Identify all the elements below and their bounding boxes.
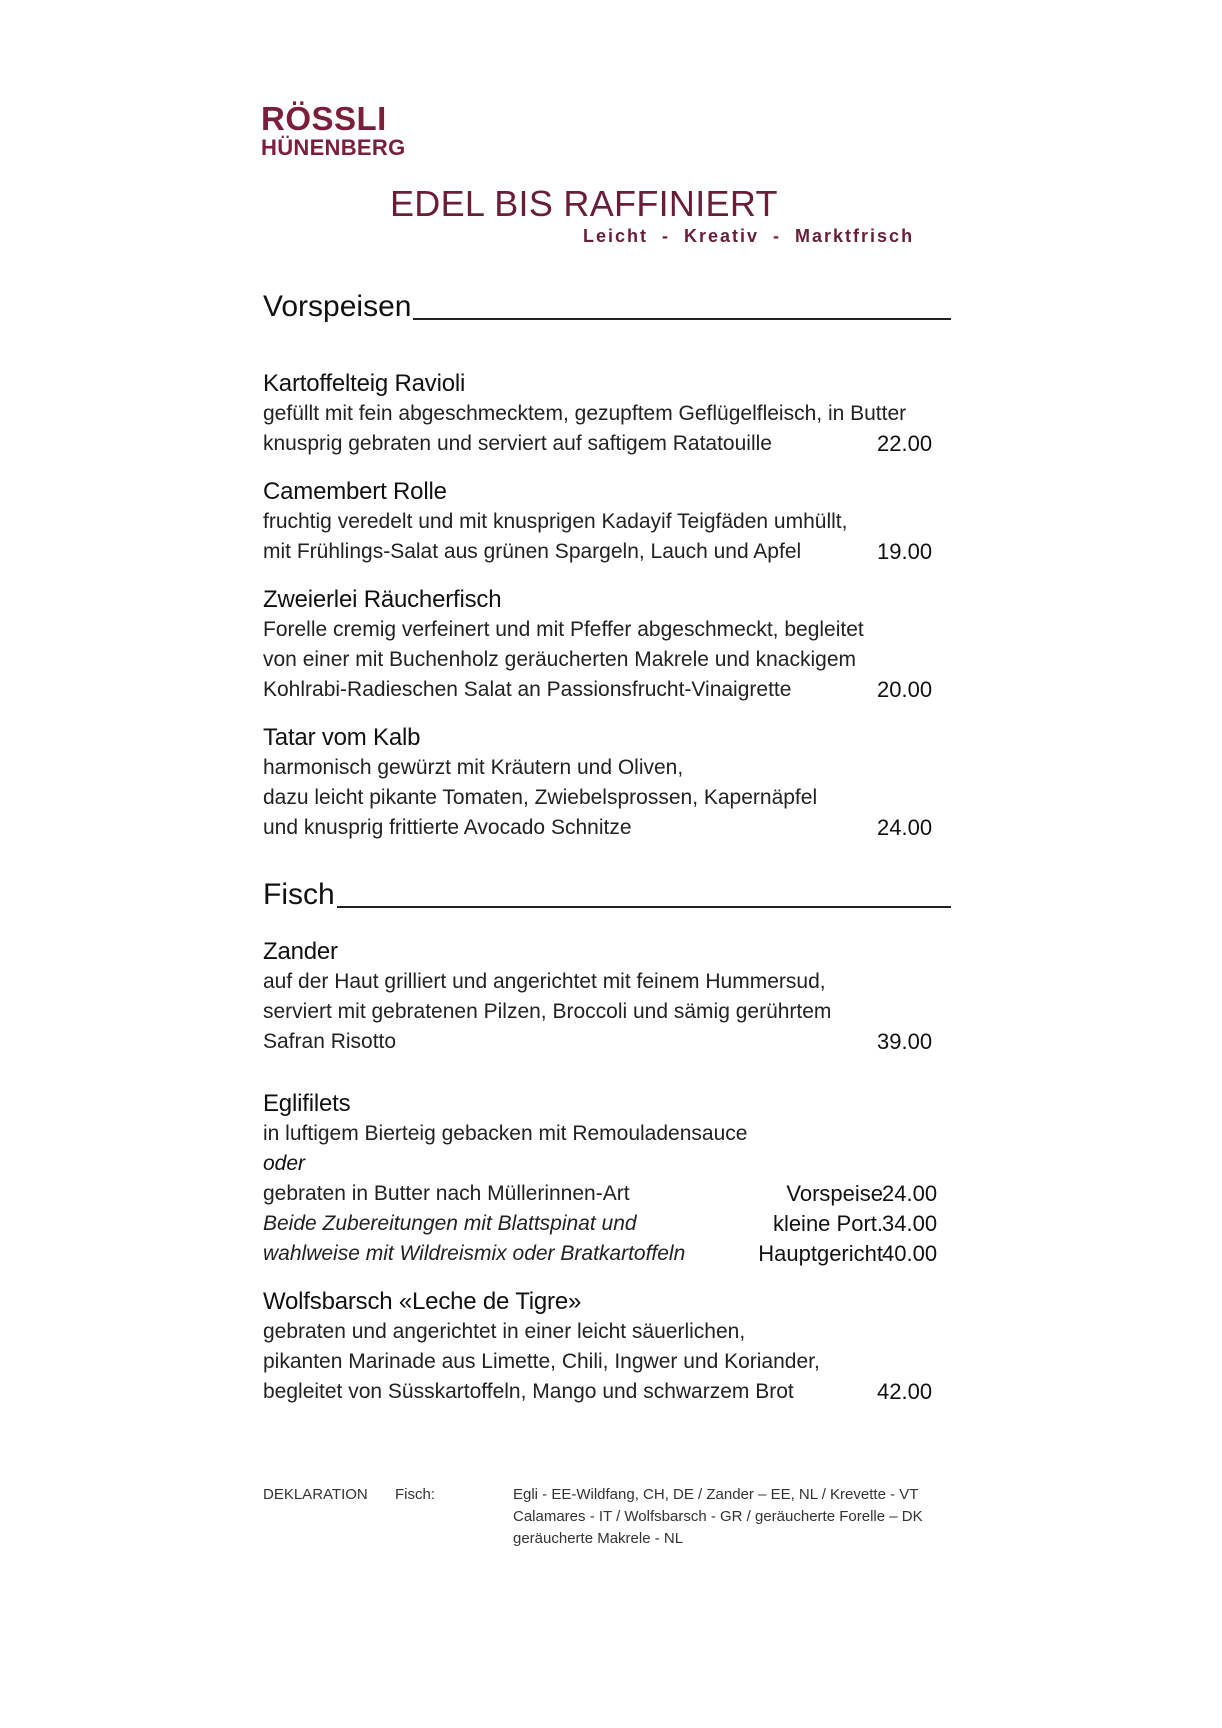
declaration-line: geräucherte Makrele - NL xyxy=(513,1530,684,1547)
section-title: Fisch xyxy=(263,878,335,911)
price-option-row xyxy=(263,1209,963,1239)
item-price: 22.00 xyxy=(877,431,933,456)
section-header-fisch xyxy=(263,880,951,910)
item-name: Tatar vom Kalb xyxy=(263,724,421,751)
item-description-line: Kohlrabi-Radieschen Salat an Passionsfrucht-Vinaigrette xyxy=(263,678,792,701)
item-description-line: dazu leicht pikante Tomaten, Zwiebelsprossen, Kapernäpfel xyxy=(263,786,818,809)
declaration-category: Fisch: xyxy=(395,1486,436,1503)
item-description-line: fruchtig veredelt und mit knusprigen Kadayif Teigfäden umhüllt, xyxy=(263,510,848,533)
menu-item xyxy=(263,723,963,843)
item-description-line: gebraten und angerichtet in einer leicht säuerlichen, xyxy=(263,1320,746,1343)
option-price: 40.00 xyxy=(882,1241,938,1266)
item-description-line: und knusprig frittierte Avocado Schnitze xyxy=(263,816,632,839)
menu-item xyxy=(263,1287,963,1407)
menu-item-eglifilets xyxy=(263,1089,963,1269)
price-option-row xyxy=(263,1239,963,1269)
brand-name: RÖSSLI xyxy=(261,100,387,137)
declaration-line: Calamares - IT / Wolfsbarsch - GR / geräucherte Forelle – DK xyxy=(513,1508,923,1525)
menu-item xyxy=(263,937,963,1057)
section-rule xyxy=(413,318,951,320)
section-rule xyxy=(337,906,951,908)
item-description-line: auf der Haut grilliert und angerichtet mit feinem Hummersud, xyxy=(263,970,826,993)
item-name: Zweierlei Räucherfisch xyxy=(263,586,502,613)
option-price: 24.00 xyxy=(882,1181,938,1206)
menu-tagline: Leicht - Kreativ - Marktfrisch xyxy=(583,226,915,246)
item-description-line: Forelle cremig verfeinert und mit Pfeffer abgeschmeckt, begleitet xyxy=(263,618,864,641)
option-label: kleine Port. xyxy=(772,1211,883,1236)
item-description-line: in luftigem Bierteig gebacken mit Remouladensauce xyxy=(263,1122,748,1145)
declaration-origins xyxy=(513,1484,923,1550)
section-title: Vorspeisen xyxy=(263,290,412,323)
item-description-line: Safran Risotto xyxy=(263,1030,397,1053)
item-description-line: pikanten Marinade aus Limette, Chili, Ingwer und Koriander, xyxy=(263,1350,820,1373)
option-price: 34.00 xyxy=(882,1211,938,1236)
option-label: Hauptgericht xyxy=(758,1241,883,1266)
item-price: 24.00 xyxy=(877,815,933,840)
item-description-line: mit Frühlings-Salat aus grünen Spargeln, Lauch und Apfel xyxy=(263,540,802,563)
item-description-line: harmonisch gewürzt mit Kräutern und Oliven, xyxy=(263,756,684,779)
item-description-line: serviert mit gebratenen Pilzen, Broccoli und sämig gerührtem xyxy=(263,1000,832,1023)
item-alternative-label: oder xyxy=(263,1152,306,1175)
menu-item xyxy=(263,369,963,459)
option-description: wahlweise mit Wildreismix oder Bratkartoffeln xyxy=(263,1242,686,1265)
item-name: Zander xyxy=(263,938,338,965)
item-name: Wolfsbarsch «Leche de Tigre» xyxy=(263,1288,582,1315)
brand-location: HÜNENBERG xyxy=(261,135,406,160)
declaration-label: DEKLARATION xyxy=(263,1486,368,1503)
declaration-line: Egli - EE-Wildfang, CH, DE / Zander – EE, NL / Krevette - VT xyxy=(513,1486,919,1503)
item-name: Kartoffelteig Ravioli xyxy=(263,370,466,397)
item-price: 19.00 xyxy=(877,539,933,564)
item-price: 39.00 xyxy=(877,1029,933,1054)
item-price: 20.00 xyxy=(877,677,933,702)
item-description-line: begleitet von Süsskartoffeln, Mango und schwarzem Brot xyxy=(263,1380,794,1403)
item-name: Camembert Rolle xyxy=(263,478,447,505)
menu-item xyxy=(263,477,963,567)
option-description: gebraten in Butter nach Müllerinnen-Art xyxy=(263,1182,630,1205)
item-description-line: knusprig gebraten und serviert auf saftigem Ratatouille xyxy=(263,432,772,455)
option-label: Vorspeise xyxy=(786,1181,883,1206)
item-description-line: von einer mit Buchenholz geräucherten Makrele und knackigem xyxy=(263,648,856,671)
item-price: 42.00 xyxy=(877,1379,933,1404)
brand-logo xyxy=(261,102,406,159)
item-description-line: gefüllt mit fein abgeschmecktem, gezupftem Geflügelfleisch, in Butter xyxy=(263,402,907,425)
item-name: Eglifilets xyxy=(263,1090,351,1117)
menu-item xyxy=(263,585,963,705)
price-option-row xyxy=(263,1179,963,1209)
section-header-vorspeisen xyxy=(263,292,951,322)
menu-headline: EDEL BIS RAFFINIERT xyxy=(390,183,778,224)
option-description: Beide Zubereitungen mit Blattspinat und xyxy=(263,1212,637,1235)
